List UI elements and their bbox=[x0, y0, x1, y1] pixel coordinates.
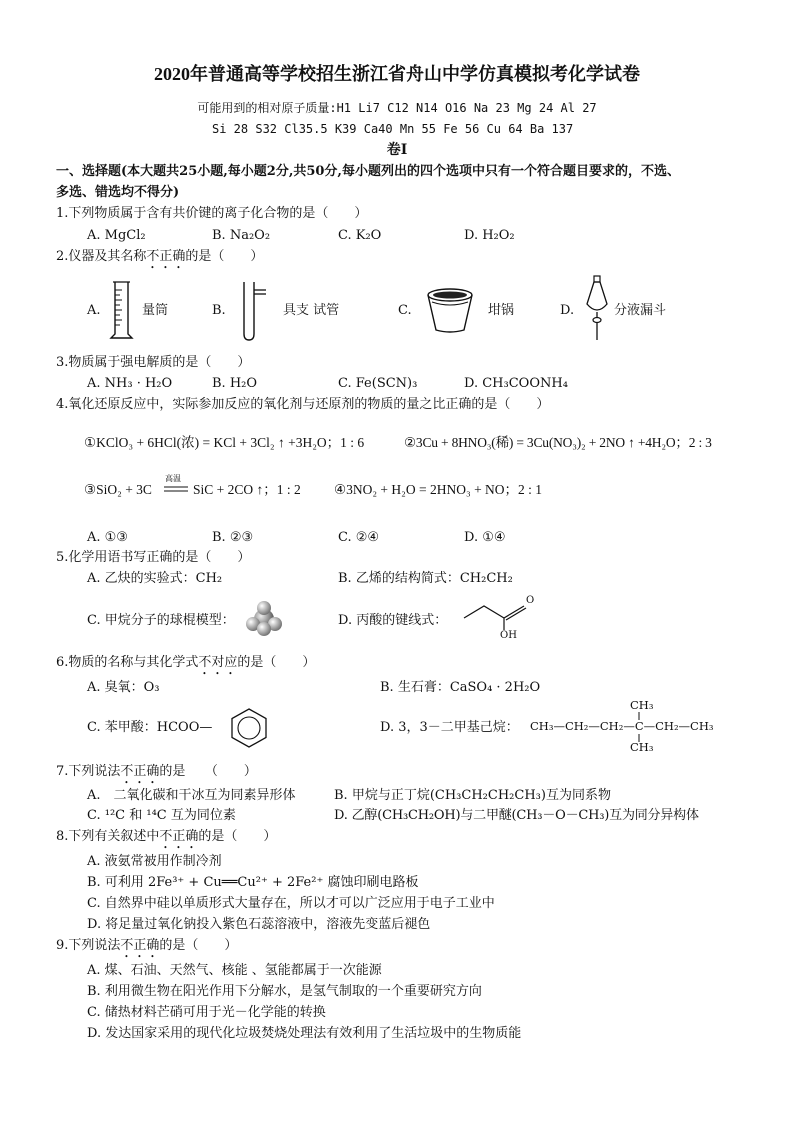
q3-option-d: D. CH₃COONH₄ bbox=[464, 376, 568, 391]
section-instructions-1: 一、选择题(本大题共25小题,每小题2分,共50分,每小题列出的四个选项中只有一个符合题目要求的，不选、 bbox=[56, 164, 680, 179]
q2-stem-emphasis: 不正确 bbox=[146, 249, 186, 264]
crucible-icon bbox=[424, 286, 476, 336]
graduated-cylinder-icon bbox=[108, 278, 136, 342]
atomic-mass-line-1: 可能用到的相对原子质量:H1 Li7 C12 N14 O16 Na 23 Mg 24 Al 27 bbox=[197, 101, 597, 115]
q9-option-b: B. 利用微生物在阳光作用下分解水，是氢气制取的一个重要研究方向 bbox=[87, 984, 482, 999]
q6-option-d: D. 3，3－二甲基己烷： bbox=[380, 720, 519, 735]
q3-stem: 3.物质属于强电解质的是（ ） bbox=[56, 355, 251, 370]
q7-option-a: A. 二氧化碳和干冰互为同素异形体 bbox=[87, 788, 296, 803]
q2-option-a: A. bbox=[87, 303, 101, 318]
q1-option-c: C. K₂O bbox=[338, 228, 382, 243]
q1-option-d: D. H₂O₂ bbox=[464, 228, 515, 243]
benzene-ring-icon bbox=[227, 706, 271, 750]
q4-stem: 4.氧化还原反应中，实际参加反应的氧化剂与还原剂的物质的量之比正确的是（ ） bbox=[56, 397, 550, 412]
q8-option-b: B. 可利用 2Fe³⁺ + Cu══Cu²⁺ + 2Fe²⁺ 腐蚀印刷电路板 bbox=[87, 875, 419, 890]
q9-option-a: A. 煤、石油、天然气、核能 、氢能都属于一次能源 bbox=[87, 963, 382, 978]
q7-option-d: D. 乙醇(CH₃CH₂OH)与二甲醚(CH₃－O－CH₃)互为同分异构体 bbox=[334, 808, 699, 823]
q5-option-d-hydroxyl: OH bbox=[500, 630, 517, 641]
q8-stem-post: 的是（ ） bbox=[198, 829, 277, 844]
q2-option-c: C. bbox=[398, 303, 412, 318]
q2-stem bbox=[56, 249, 263, 272]
side-arm-test-tube-icon bbox=[236, 278, 272, 344]
q1-option-b: B. Na₂O₂ bbox=[212, 228, 271, 243]
q5-stem: 5.化学用语书写正确的是（ ） bbox=[56, 550, 251, 565]
q9-stem-emphasis: 不正确 bbox=[120, 938, 160, 953]
q6-stem-post: 的是（ ） bbox=[237, 655, 316, 670]
q2-stem-pre: 2.仪器及其名称 bbox=[56, 249, 147, 264]
q5-option-c: C. 甲烷分子的球棍模型： bbox=[87, 613, 235, 628]
q4-option-b: B. ②③ bbox=[212, 530, 254, 545]
q8-option-d: D. 将足量过氧化钠投入紫色石蕊溶液中，溶液先变蓝后褪色 bbox=[87, 917, 431, 932]
q6-option-a: A. 臭氧：O₃ bbox=[87, 680, 160, 695]
page-title: 2020年普通高等学校招生浙江省舟山中学仿真模拟考化学试卷 bbox=[154, 64, 640, 84]
q4-option-d: D. ①④ bbox=[464, 530, 506, 545]
q9-stem-post: 的是（ ） bbox=[159, 938, 238, 953]
q2-option-a-name: 量筒 bbox=[142, 303, 169, 318]
q4-option-a: A. ①③ bbox=[87, 530, 128, 545]
q4-equation-4: ④3NO₂ + H₂O = 2HNO₃ + NO；2 : 1 bbox=[334, 482, 543, 497]
q5-option-d: D. 丙酸的键线式： bbox=[338, 613, 448, 628]
q1-stem: 1.下列物质属于含有共价键的离子化合物的是（ ） bbox=[56, 206, 368, 221]
q7-option-c: C. ¹²C 和 ¹⁴C 互为同位素 bbox=[87, 808, 236, 823]
q9-option-d: D. 发达国家采用的现代化垃圾焚烧处理法有效利用了生活垃圾中的生物质能 bbox=[87, 1026, 522, 1041]
q7-stem-pre: 7.下列说法 bbox=[56, 764, 121, 779]
q3-option-a: A. NH₃ · H₂O bbox=[87, 376, 173, 391]
q3-option-c: C. Fe(SCN)₃ bbox=[338, 376, 418, 391]
volume-label: 卷Ⅰ bbox=[386, 142, 408, 158]
q9-option-c: C. 储热材料芒硝可用于光－化学能的转换 bbox=[87, 1005, 326, 1020]
q6-option-d-bottom-methyl: CH₃ bbox=[630, 740, 654, 754]
q6-option-c: C. 苯甲酸：HCOO— bbox=[87, 720, 213, 735]
q7-stem-post: 的是 （ ） bbox=[159, 764, 257, 779]
q2-option-b-name: 具支 试管 bbox=[283, 303, 340, 318]
q7-option-b: B. 甲烷与正丁烷(CH₃CH₂CH₂CH₃)互为同系物 bbox=[334, 788, 611, 803]
q6-stem bbox=[56, 655, 315, 678]
q8-stem bbox=[56, 829, 276, 852]
q4-equation-1: ①KClO₃ + 6HCl(浓) = KCl + 3Cl₂ ↑ +3H₂O；1 : 6 bbox=[84, 435, 365, 450]
q7-stem-emphasis: 不正确 bbox=[120, 764, 160, 779]
q4-equation-3-left: ③SiO₂ + 3C bbox=[84, 482, 152, 497]
q2-stem-post: 的是（ ） bbox=[185, 249, 264, 264]
q6-stem-emphasis: 不对应 bbox=[198, 655, 238, 670]
q6-stem-pre: 6.物质的名称与其化学式 bbox=[56, 655, 199, 670]
q8-option-c: C. 自然界中硅以单质形式大量存在，所以才可以广泛应用于电子工业中 bbox=[87, 896, 495, 911]
q4-equation-2: ②3Cu + 8HNO₃(稀) = 3Cu(NO₃)₂ + 2NO ↑ +4H₂O；2 : 3 bbox=[404, 435, 712, 450]
q8-option-a: A. 液氨常被用作制冷剂 bbox=[87, 854, 222, 869]
q5-option-b: B. 乙烯的结构简式：CH₂CH₂ bbox=[338, 571, 513, 586]
q9-stem bbox=[56, 938, 237, 961]
q2-option-b: B. bbox=[212, 303, 226, 318]
q6-option-d-top-methyl: CH₃ bbox=[630, 698, 654, 712]
methane-ball-stick-icon bbox=[244, 600, 284, 638]
q2-option-d-name: 分液漏斗 bbox=[614, 303, 667, 318]
q8-stem-emphasis: 不正确 bbox=[159, 829, 199, 844]
atomic-mass-line-2: Si 28 S32 Cl35.5 K39 Ca40 Mn 55 Fe 56 Cu 64 Ba 137 bbox=[212, 122, 574, 136]
q7-stem bbox=[56, 764, 257, 787]
q1-option-a: A. MgCl₂ bbox=[87, 228, 146, 243]
section-instructions-2: 多选、错选均不得分) bbox=[56, 185, 180, 200]
q4-equation-3-right: SiC + 2CO ↑；1 : 2 bbox=[193, 482, 301, 497]
separatory-funnel-icon bbox=[584, 274, 610, 344]
q2-option-d: D. bbox=[560, 303, 575, 318]
q5-option-d-oxygen: O bbox=[526, 595, 535, 606]
q5-option-a: A. 乙炔的实验式：CH₂ bbox=[87, 571, 223, 586]
q2-option-c-name: 坩锅 bbox=[488, 303, 515, 318]
equation-equals-sign bbox=[163, 485, 189, 493]
q9-stem-pre: 9.下列说法 bbox=[56, 938, 121, 953]
branch-bonds bbox=[634, 712, 644, 748]
q6-option-b: B. 生石膏：CaSO₄ · 2H₂O bbox=[380, 680, 541, 695]
q6-option-d-chain: CH₃—CH₂—CH₂—C—CH₂—CH₃ bbox=[530, 719, 714, 733]
q4-option-c: C. ②④ bbox=[338, 530, 380, 545]
q8-stem-pre: 8.下列有关叙述中 bbox=[56, 829, 160, 844]
q4-equation-3-condition: 高温 bbox=[165, 474, 181, 483]
q3-option-b: B. H₂O bbox=[212, 376, 258, 391]
